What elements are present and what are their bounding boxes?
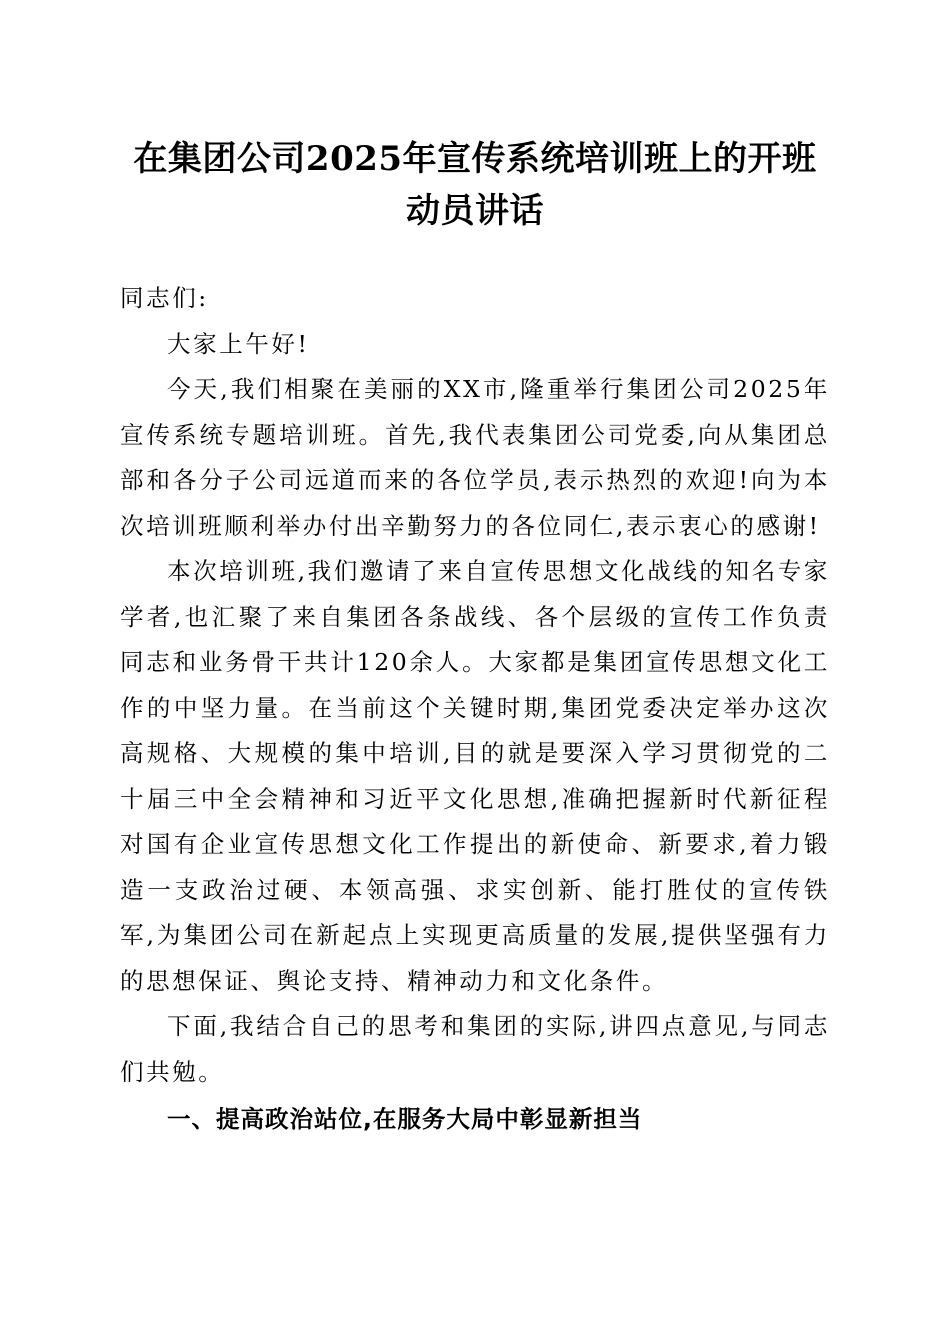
title-line-2: 动员讲话 — [406, 191, 544, 231]
salutation: 同志们: — [120, 284, 209, 312]
document-body — [120, 276, 830, 1143]
document-title — [120, 133, 830, 237]
paragraph-training-purpose: 本次培训班,我们邀请了来自宣传思想文化战线的知名专家学者,也汇聚了来自集团各条战线、各个层级的宣传工作负责同志和业务骨干共计120余人。大家都是集团宣传思想文化工作的中坚力量。在当前这个关键时期,集团党委决定举办这次高规格、大规模的集中培训,目的就是要深入学习贯彻党的二十届三中全会精神和习近平文化思想,准确把握新时代新征程对国有企业宣传思想文化工作提出的新使命、新要求,着力锻造一支政治过硬、本领高强、求实创新、能打胜仗的宣传铁军,为集团公司在新起点上实现更高质量的发展,提供坚强有力的思想保证、舆论支持、精神动力和文化条件。 — [120, 557, 830, 995]
section-heading-1: 一、提高政治站位,在服务大局中彰显新担当 — [167, 1105, 643, 1133]
paragraph-outline: 下面,我结合自己的思考和集团的实际,讲四点意见,与同志们共勉。 — [120, 1012, 830, 1086]
greeting: 大家上午好! — [167, 329, 310, 358]
paragraph-welcome: 今天,我们相聚在美丽的XX市,隆重举行集团公司2025年宣传系统专题培训班。首先,我代表集团公司党委,向从集团总部和各分子公司远道而来的各位学员,表示热烈的欢迎!向为本次培训班顺利举办付出辛勤努力的各位同仁,表示衷心的感谢! — [120, 375, 830, 540]
title-line-1: 在集团公司2025年宣传系统培训班上的开班 — [133, 139, 817, 179]
